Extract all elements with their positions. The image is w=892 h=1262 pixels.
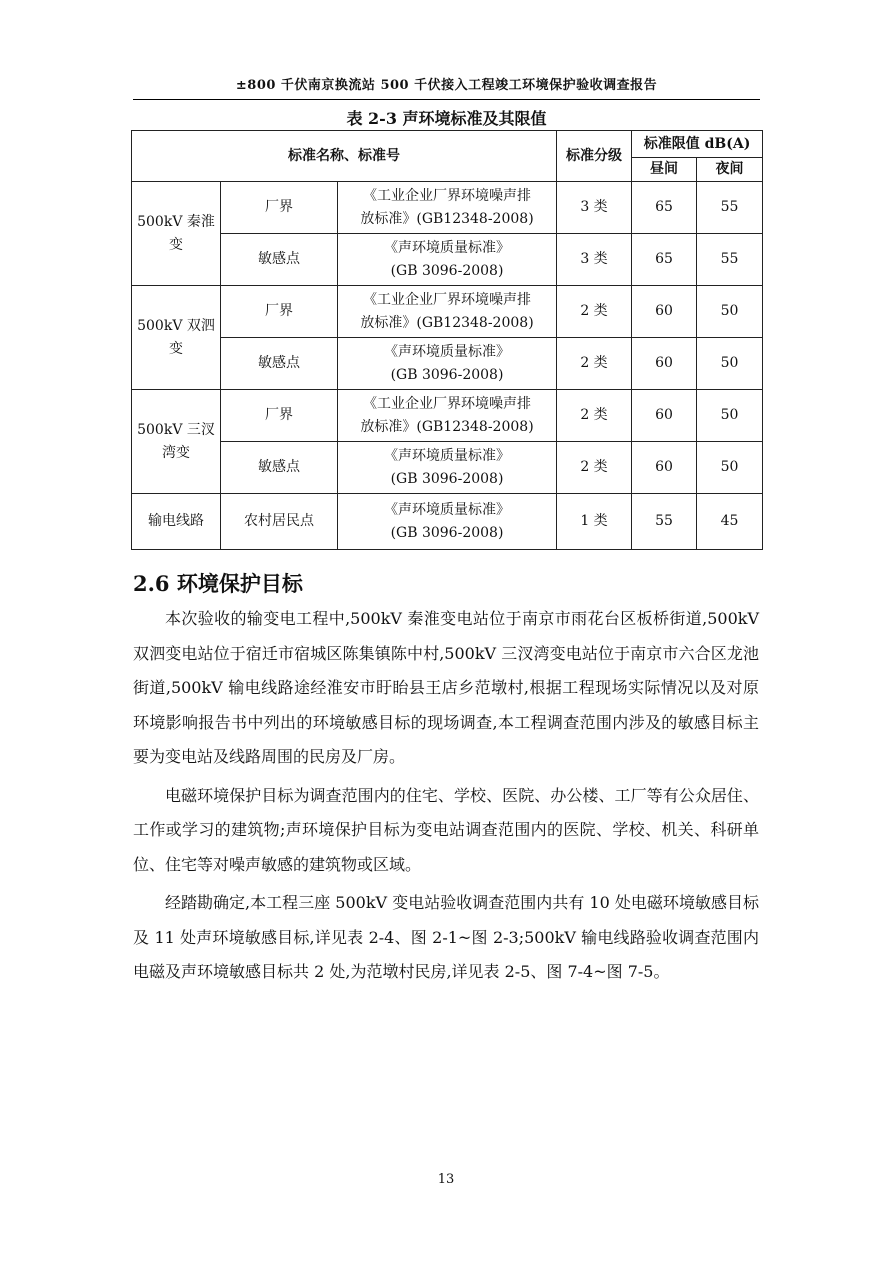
- grade-cell: 3 类: [557, 182, 632, 234]
- site-cell: 500kV 双泗变: [132, 286, 221, 390]
- standard-line-1: 《工业企业厂界环境噪声排: [363, 395, 531, 412]
- grade-cell: 2 类: [557, 286, 632, 338]
- paragraph: 电磁环境保护目标为调查范围内的住宅、学校、医院、办公楼、工厂等有公众居住、工作或学习的建筑物;声环境保护目标为变电站调查范围内的医院、学校、机关、科研单位、住宅等对噪声敏感的建筑物或区域。: [133, 785, 759, 874]
- header-night: 夜间: [697, 158, 763, 182]
- standard-cell: [338, 182, 557, 234]
- site-cell: 500kV 三汊湾变: [132, 390, 221, 494]
- standard-cell: [338, 286, 557, 338]
- site-cell: 输电线路: [132, 494, 221, 550]
- standard-line-1: 《声环境质量标准》: [384, 239, 510, 256]
- night-cell: 50: [697, 338, 763, 390]
- night-cell: 45: [697, 494, 763, 550]
- site-cell: 500kV 秦淮变: [132, 182, 221, 286]
- standard-line-2: 放标准》(GB12348-2008): [360, 314, 534, 331]
- table-row: [132, 442, 763, 494]
- point-cell: 厂界: [221, 286, 338, 338]
- grade-cell: 2 类: [557, 338, 632, 390]
- standard-cell: [338, 338, 557, 390]
- standard-line-1: 《声环境质量标准》: [384, 447, 510, 464]
- standard-line-1: 《工业企业厂界环境噪声排: [363, 187, 531, 204]
- report-header: ±800 千伏南京换流站 500 千伏接入工程竣工环境保护验收调查报告: [235, 78, 658, 93]
- table-row: [132, 390, 763, 442]
- day-cell: 65: [632, 182, 697, 234]
- table-title: 表 2-3 声环境标准及其限值: [346, 109, 547, 128]
- day-cell: 60: [632, 338, 697, 390]
- standard-cell: [338, 234, 557, 286]
- day-cell: 55: [632, 494, 697, 550]
- header-limit: 标准限值 dB(A): [632, 131, 763, 158]
- section-heading: 2.6 环境保护目标: [133, 571, 303, 596]
- standard-cell: [338, 442, 557, 494]
- night-cell: 55: [697, 182, 763, 234]
- header-day: 昼间: [632, 158, 697, 182]
- standard-line-1: 《声环境质量标准》: [384, 501, 510, 518]
- header-rule: [133, 99, 760, 100]
- night-cell: 50: [697, 390, 763, 442]
- night-cell: 50: [697, 286, 763, 338]
- noise-standard-table: [131, 130, 763, 550]
- point-cell: 厂界: [221, 182, 338, 234]
- grade-cell: 3 类: [557, 234, 632, 286]
- paragraph: 本次验收的输变电工程中,500kV 秦淮变电站位于南京市雨花台区板桥街道,500kV 双泗变电站位于宿迁市宿城区陈集镇陈中村,500kV 三汊湾变电站位于南京市六合区龙池街道,500kV 输电线路途经淮安市盱眙县王店乡范墩村,根据工程现场实际情况以及对原环境影响报告书中列出的环境敏感目标的现场调查,本工程调查范围内涉及的敏感目标主要为变电站及线路周围的民房及厂房。: [133, 609, 759, 766]
- table-row: [132, 494, 763, 550]
- table-row: [132, 286, 763, 338]
- grade-cell: 2 类: [557, 442, 632, 494]
- day-cell: 60: [632, 286, 697, 338]
- grade-cell: 1 类: [557, 494, 632, 550]
- standard-line-2: (GB 3096-2008): [390, 524, 504, 541]
- point-cell: 敏感点: [221, 338, 338, 390]
- standard-cell: [338, 390, 557, 442]
- day-cell: 60: [632, 442, 697, 494]
- point-cell: 农村居民点: [221, 494, 338, 550]
- point-cell: 敏感点: [221, 442, 338, 494]
- day-cell: 60: [632, 390, 697, 442]
- grade-cell: 2 类: [557, 390, 632, 442]
- point-cell: 厂界: [221, 390, 338, 442]
- standard-line-2: (GB 3096-2008): [390, 366, 504, 383]
- page-number: 13: [437, 1172, 455, 1187]
- day-cell: 65: [632, 234, 697, 286]
- table-header-row: [132, 131, 763, 158]
- standard-line-2: (GB 3096-2008): [390, 470, 504, 487]
- section-body: [133, 602, 759, 994]
- standard-line-2: 放标准》(GB12348-2008): [360, 418, 534, 435]
- standard-line-2: 放标准》(GB12348-2008): [360, 210, 534, 227]
- table-row: [132, 338, 763, 390]
- night-cell: 55: [697, 234, 763, 286]
- table-row: [132, 234, 763, 286]
- standard-line-2: (GB 3096-2008): [390, 262, 504, 279]
- standard-cell: [338, 494, 557, 550]
- header-standard-name: 标准名称、标准号: [132, 131, 557, 182]
- night-cell: 50: [697, 442, 763, 494]
- standard-line-1: 《声环境质量标准》: [384, 343, 510, 360]
- standard-line-1: 《工业企业厂界环境噪声排: [363, 291, 531, 308]
- table-row: [132, 182, 763, 234]
- point-cell: 敏感点: [221, 234, 338, 286]
- paragraph: 经踏勘确定,本工程三座 500kV 变电站验收调查范围内共有 10 处电磁环境敏感目标及 11 处声环境敏感目标,详见表 2-4、图 2-1~图 2-3;500kV 输电线路验收调查范围内电磁及声环境敏感目标共 2 处,为范墩村民房,详见表 2-5、图 7-4~图 7-5。: [133, 893, 759, 981]
- header-grade: 标准分级: [557, 131, 632, 182]
